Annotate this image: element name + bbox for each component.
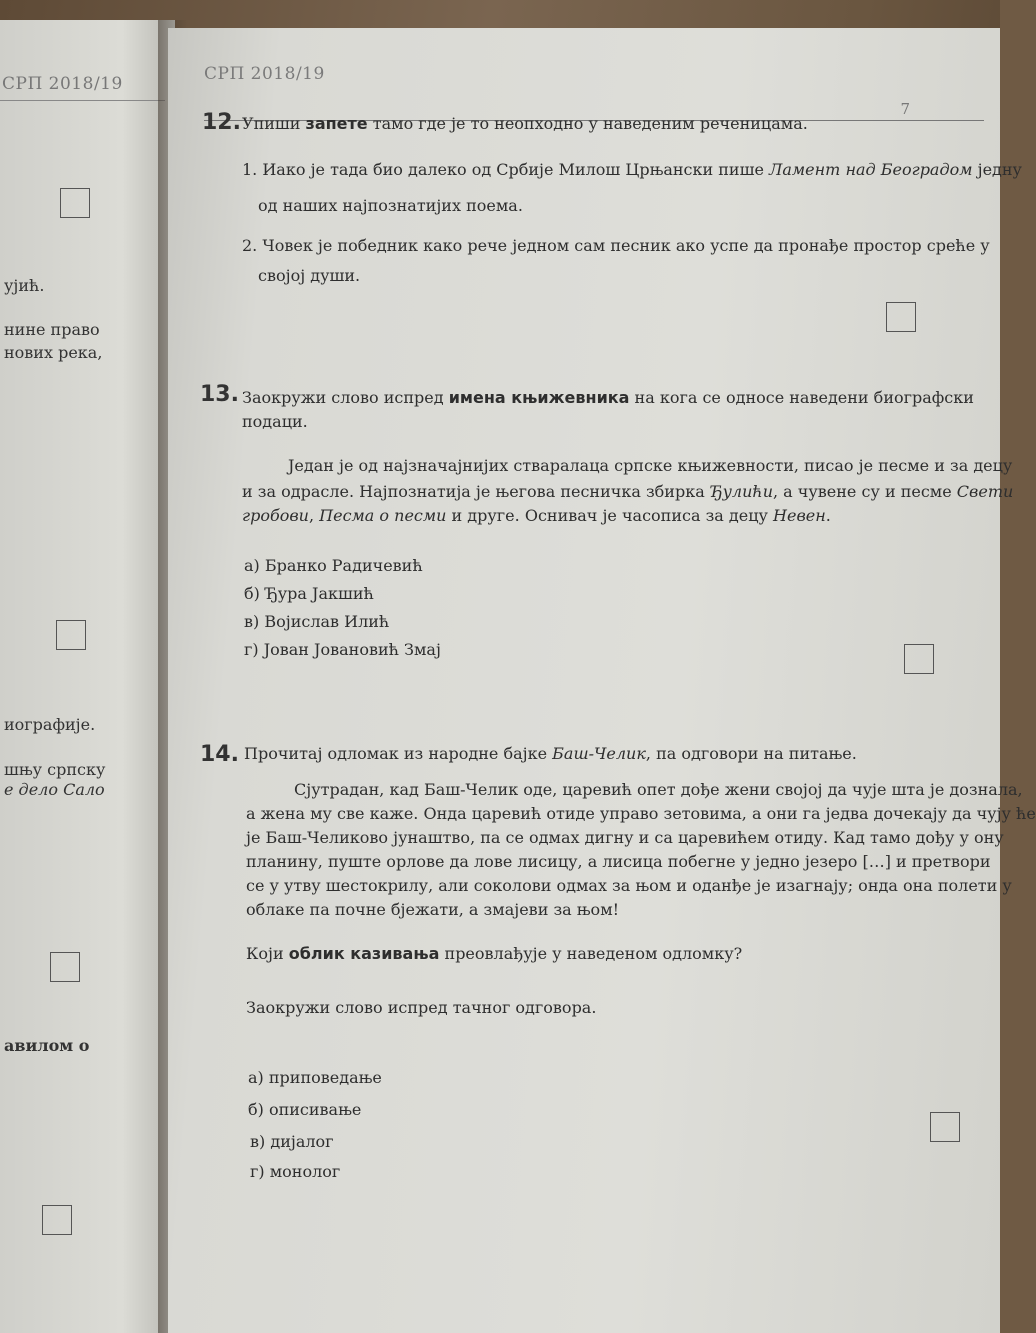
question-13-intro-line-2: подаци. bbox=[242, 412, 308, 431]
page-number: 7 bbox=[900, 100, 910, 118]
left-fragment-5: шњу српску bbox=[4, 760, 106, 779]
right-page bbox=[168, 28, 1036, 1333]
question-14-answer-box[interactable] bbox=[930, 1112, 960, 1142]
question-13-option-d[interactable]: г) Јован Јовановић Змај bbox=[244, 640, 441, 659]
left-fragment-2: нине право bbox=[4, 320, 100, 339]
question-14-option-c[interactable]: в) дијалог bbox=[250, 1132, 334, 1151]
question-13-paragraph-line-3: гробови, Песма о песми и друге. Оснивач је часописа за децу Невен. bbox=[242, 506, 831, 525]
left-answer-box-4[interactable] bbox=[42, 1205, 72, 1235]
question-12-sentence-1-line-1: 1. Иако је тада био далеко од Србије Милош Црњански пише Ламент над Београдом једну bbox=[242, 160, 1022, 179]
question-13-paragraph-line-2: и за одрасле. Најпознатија је његова песничка збирка Ђулићи, а чувене су и песме Свети bbox=[242, 482, 1014, 501]
question-14-option-a[interactable]: а) приповедање bbox=[248, 1068, 382, 1087]
question-14-question: Који облик казивања преовлађује у наведеном одломку? bbox=[246, 944, 743, 963]
question-12-sentence-2-line-2: својој души. bbox=[258, 266, 361, 285]
question-14-passage-line-1: Сјутрадан, кад Баш-Челик оде, царевић опет дође жени својој да чује шта је дознала, bbox=[294, 780, 1023, 799]
question-12-answer-box[interactable] bbox=[886, 302, 916, 332]
question-12-number: 12. bbox=[202, 110, 241, 135]
question-14-instruction: Заокружи слово испред тачног одговора. bbox=[246, 998, 597, 1017]
question-13-number: 13. bbox=[200, 382, 239, 407]
question-13-answer-box[interactable] bbox=[904, 644, 934, 674]
question-13-option-c[interactable]: в) Војислав Илић bbox=[244, 612, 390, 631]
left-page-header: СРП 2018/19 bbox=[2, 74, 123, 94]
question-14-passage-line-6: облаке па почне бјежати, а змајеви за њом! bbox=[246, 900, 620, 919]
question-12-sentence-2-line-1: 2. Човек је победник како рече једном сам песник ако успе да пронађе простор среће у bbox=[242, 236, 990, 255]
question-14-passage-line-5: се у утву шестокрилу, али соколови одмах за њом и оданђе је изагнају; онда она полети у bbox=[246, 876, 1012, 895]
left-fragment-3: нових река, bbox=[4, 343, 103, 362]
left-fragment-4: иографије. bbox=[4, 715, 96, 734]
left-fragment-6: е дело Сало bbox=[4, 780, 105, 799]
question-14-passage-line-4: планину, пуште орлове да лове лисицу, а лисица побегне у једно језеро […] и претвори bbox=[246, 852, 991, 871]
question-14-number: 14. bbox=[200, 742, 239, 767]
question-14-passage-line-2: а жена му све каже. Онда царевић отиде управо зетовима, а они га једва дочекају да чују ће bbox=[246, 804, 1036, 823]
left-answer-box-2[interactable] bbox=[56, 620, 86, 650]
question-14-option-d[interactable]: г) монолог bbox=[250, 1162, 341, 1181]
question-13-paragraph-line-1: Један је од најзначајнијих стваралаца српске књижевности, писао је песме и за децу bbox=[288, 456, 1013, 475]
question-14-option-b[interactable]: б) описивање bbox=[248, 1100, 362, 1119]
left-answer-box-3[interactable] bbox=[50, 952, 80, 982]
question-12-sentence-1-line-2: од наших најпознатијих поема. bbox=[258, 196, 523, 215]
left-fragment-7: авилом о bbox=[4, 1036, 90, 1055]
left-page bbox=[0, 20, 175, 1333]
page-header: СРП 2018/19 bbox=[204, 64, 325, 84]
question-14-intro: Прочитај одломак из народне бајке Баш-Челик, па одговори на питање. bbox=[244, 744, 857, 763]
question-12-intro: Упиши запете тамо где је то неопходно у наведеним реченицама. bbox=[242, 114, 808, 133]
left-fragment-1: ујић. bbox=[4, 276, 45, 295]
question-13-option-a[interactable]: а) Бранко Радичевић bbox=[244, 556, 423, 575]
question-13-option-b[interactable]: б) Ђура Јакшић bbox=[244, 584, 374, 603]
question-13-intro-line-1: Заокружи слово испред имена књижевника на кога се односе наведени биографски bbox=[242, 388, 974, 407]
left-answer-box-1[interactable] bbox=[60, 188, 90, 218]
question-14-passage-line-3: је Баш-Челиково јунаштво, па се одмах дигну и са царевићем отиду. Кад тамо дођу у ону bbox=[246, 828, 1004, 847]
left-header-rule bbox=[0, 100, 165, 101]
